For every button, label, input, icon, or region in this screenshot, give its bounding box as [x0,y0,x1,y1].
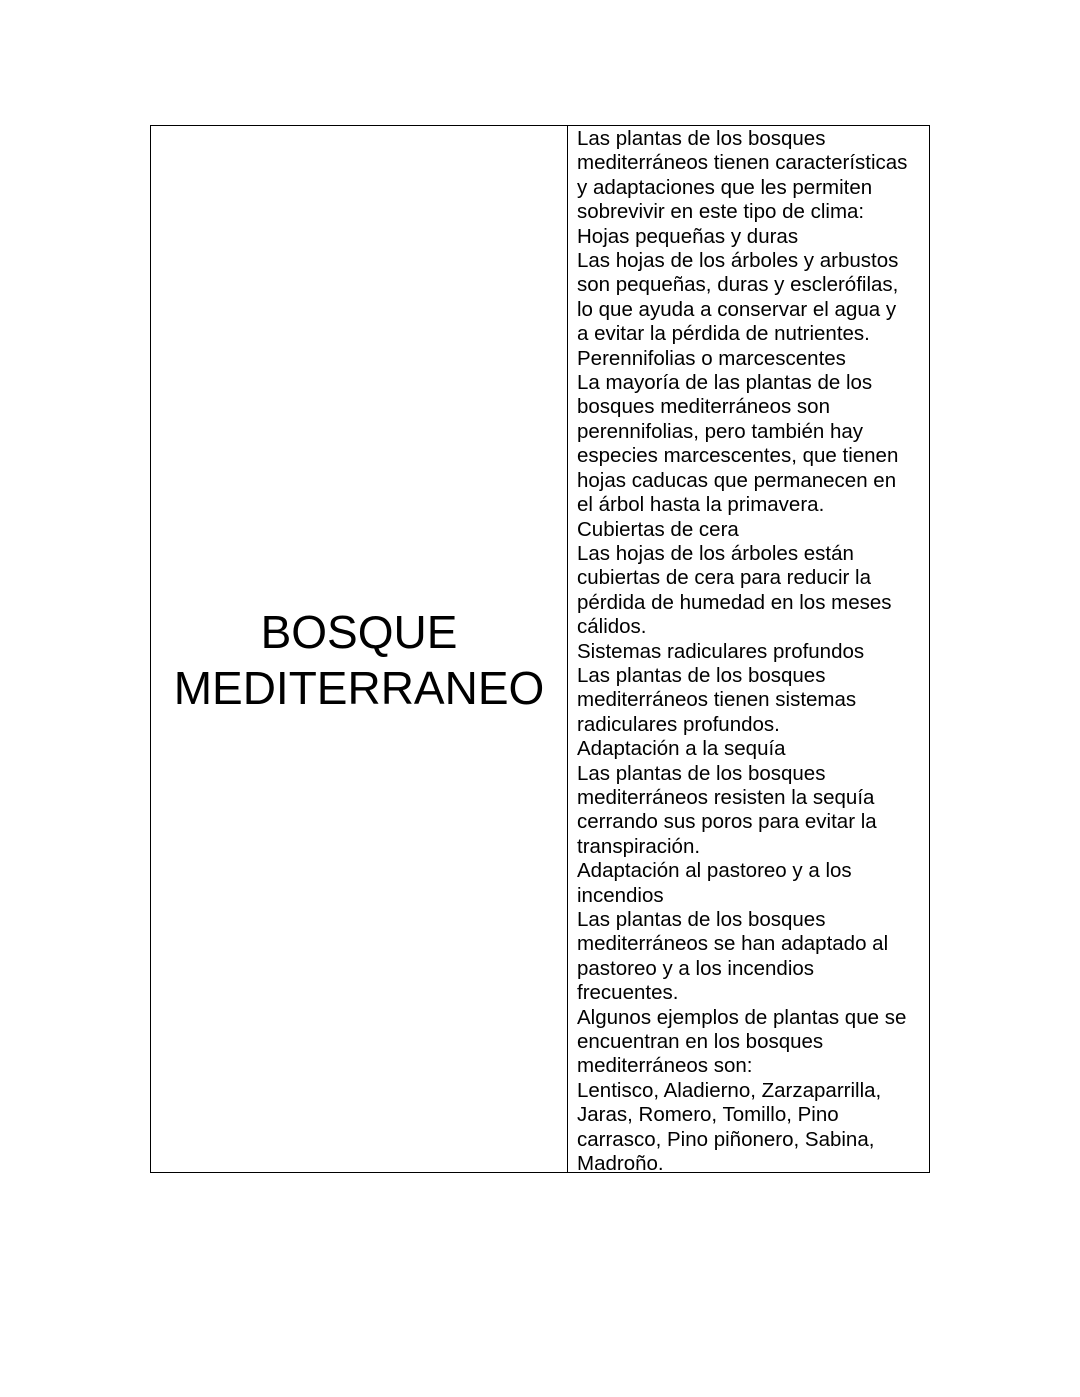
text-line: cerrando sus poros para evitar la [577,810,877,834]
text-line: cubiertas de cera para reducir la [577,566,871,590]
text-line: La mayoría de las plantas de los [577,371,873,395]
text-line: son pequeñas, duras y esclerófilas, [577,273,899,297]
text-line: sobrevivir en este tipo de clima: [577,200,865,224]
title-line: MEDITERRANEO [173,662,545,714]
text-line: radiculares profundos. [577,712,780,736]
text-line: perennifolias, pero también hay [577,419,864,443]
text-line: Lentisco, Aladierno, Zarzaparrilla, [577,1078,882,1102]
text-line: bosques mediterráneos son [577,395,830,419]
text-line: Cubiertas de cera [577,517,739,541]
text-line: lo que ayuda a conservar el agua y [577,297,897,321]
text-line: mediterráneos tienen características [577,151,908,175]
text-line: mediterráneos se han adaptado al [577,932,889,956]
text-line: Adaptación al pastoreo y a los [577,859,852,883]
text-line: frecuentes. [577,981,679,1005]
text-line: pastoreo y a los incendios [577,956,815,980]
text-line: Sistemas radiculares profundos [577,639,865,663]
title-line: BOSQUE [260,606,458,658]
text-line: Algunos ejemplos de plantas que se [577,1005,907,1029]
text-line: encuentran en los bosques [577,1030,824,1054]
text-line: Las plantas de los bosques [577,663,826,687]
description-cell [568,126,929,1176]
text-line: el árbol hasta la primavera. [577,493,825,517]
content-table [150,125,930,1176]
page-title [174,604,545,716]
text-line: mediterráneos son: [577,1054,753,1078]
text-line: Jaras, Romero, Tomillo, Pino [577,1103,839,1127]
text-line: mediterráneos tienen sistemas [577,688,857,712]
text-line: carrasco, Pino piñonero, Sabina, [577,1127,875,1151]
text-line: mediterráneos resisten la sequía [577,785,875,809]
title-cell [151,126,568,1172]
text-line: hojas caducas que permanecen en [577,468,897,492]
text-line: transpiración. [577,834,701,858]
text-line: Las hojas de los árboles y arbustos [577,249,899,273]
text-line: Las plantas de los bosques [577,908,826,931]
text-line: cálidos. [577,615,647,639]
text-line: incendios [577,883,664,907]
text-line: Perennifolias o marcescentes [577,346,846,370]
text-line: Madroño. [577,1152,664,1176]
text-line: Las plantas de los bosques [577,761,826,785]
text-line: Las plantas de los bosques [577,127,826,150]
description-text [577,126,923,1176]
text-line: a evitar la pérdida de nutrientes. [577,322,870,346]
text-line: Las hojas de los árboles están [577,541,854,565]
text-line: Hojas pequeñas y duras [577,224,799,248]
text-line: pérdida de humedad en los meses [577,590,892,614]
text-line: Adaptación a la sequía [577,737,786,761]
text-line: especies marcescentes, que tienen [577,444,899,468]
text-line: y adaptaciones que les permiten [577,175,873,199]
